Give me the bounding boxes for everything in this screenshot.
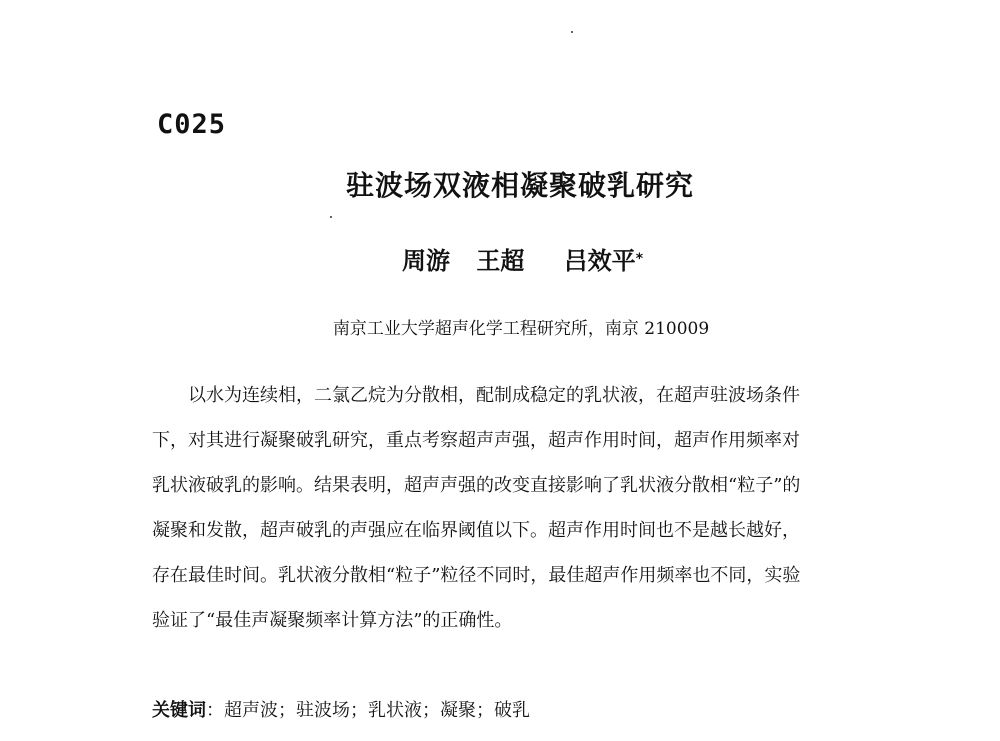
keywords-text: ：超声波；驻波场；乳状液；凝聚；破乳 xyxy=(206,700,530,721)
abstract-line: 乳状液破乳的影响。结果表明，超声声强的改变直接影响了乳状液分散相“粒子”的 xyxy=(152,475,801,496)
abstract-line: 下，对其进行凝聚破乳研究，重点考察超声声强，超声作用时间，超声作用频率对 xyxy=(152,430,800,451)
abstract xyxy=(152,373,887,643)
author-name: 周游 xyxy=(401,247,450,275)
scan-speck xyxy=(330,216,332,218)
author-name xyxy=(564,247,643,275)
abstract-line: 凝聚和发散，超声破乳的声强应在临界阈值以下。超声作用时间也不是越长越好， xyxy=(152,520,800,541)
author-name: 王超 xyxy=(476,247,525,275)
paper-code: C025 xyxy=(157,109,227,140)
keywords-label: 关键词 xyxy=(152,700,206,721)
abstract-line: 以水为连续相，二氯乙烷为分散相，配制成稳定的乳状液，在超声驻波场条件 xyxy=(188,385,800,406)
abstract-line: 存在最佳时间。乳状液分散相“粒子”粒径不同时，最佳超声作用频率也不同，实验 xyxy=(152,565,801,586)
corresponding-author-mark: * xyxy=(635,251,644,267)
author-name-text: 吕效平 xyxy=(563,247,636,275)
abstract-line: 验证了“最佳声凝聚频率计算方法”的正确性。 xyxy=(152,610,513,631)
author-list xyxy=(0,244,1000,278)
affiliation: 南京工业大学超声化学工程研究所，南京 210009 xyxy=(332,319,710,339)
paper-title: 驻波场双液相凝聚破乳研究 xyxy=(345,169,694,202)
keywords xyxy=(152,696,530,726)
scan-speck xyxy=(571,31,573,33)
